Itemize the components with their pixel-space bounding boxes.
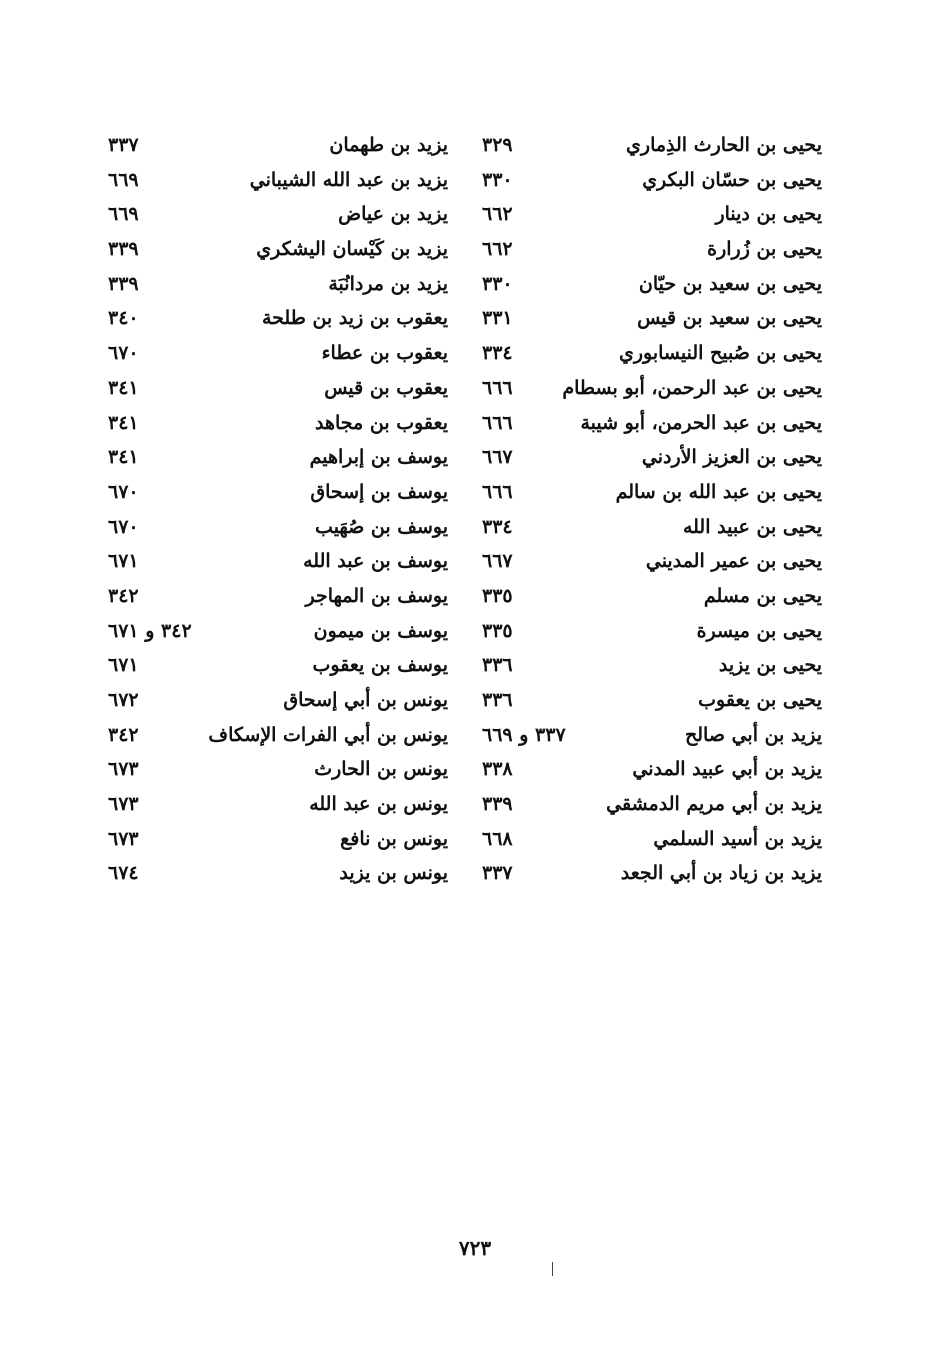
index-entry xyxy=(108,822,448,857)
index-entry xyxy=(482,683,822,718)
entry-name: يزيد بن عياض xyxy=(338,203,448,226)
index-entry xyxy=(482,648,822,683)
entry-page-ref: ٦٦٦ xyxy=(482,480,513,503)
entry-page-ref: ٣٣٨ xyxy=(482,758,513,781)
index-entry xyxy=(108,787,448,822)
entry-page-ref: ٦٧٣ xyxy=(108,758,139,781)
entry-name: يونس بن الحارث xyxy=(314,758,448,781)
index-column-right xyxy=(482,128,822,891)
entry-page-ref: ٦٧١ xyxy=(108,654,139,677)
entry-page-ref: ٣٤١ xyxy=(108,446,139,469)
entry-name: يحيى بن العزيز الأردني xyxy=(641,446,822,469)
index-entry xyxy=(482,752,822,787)
entry-name: يحيى بن عبيد الله xyxy=(682,515,822,538)
index-entry xyxy=(108,267,448,302)
entry-page-ref: ٦٦٦ xyxy=(482,376,513,399)
entry-name: يونس بن أبي الفرات الإسكاف xyxy=(208,723,448,746)
index-entry xyxy=(108,510,448,545)
entry-page-ref: ٣٣٦ xyxy=(482,689,513,711)
index-entry xyxy=(482,822,822,857)
index-entry xyxy=(482,301,822,336)
entry-page-ref: ٦٦٢ xyxy=(482,238,513,261)
index-entry xyxy=(108,648,448,683)
index-entry xyxy=(482,579,822,614)
entry-name: يحيى بن عبد الله بن سالم xyxy=(615,480,822,503)
entry-page-ref: ٦٦٢ xyxy=(482,203,513,226)
entry-name: يوسف بن إبراهيم xyxy=(309,446,448,469)
index-entry xyxy=(482,336,822,371)
index-entry xyxy=(108,197,448,232)
index-entry xyxy=(482,163,822,198)
entry-page-ref: ٣٤٢ xyxy=(108,723,139,746)
entry-page-ref: ٣٢٩ xyxy=(482,134,513,156)
entry-page-ref: ٣٤٠ xyxy=(108,307,139,330)
page-number: ٧٢٣ xyxy=(458,1236,492,1260)
entry-name: يحيى بن ميسرة xyxy=(696,619,822,642)
index-entry xyxy=(108,544,448,579)
entry-page-ref: ٣٤١ xyxy=(108,376,139,399)
entry-name: يونس بن نافع xyxy=(340,827,448,850)
index-entry xyxy=(482,197,822,232)
index-entry xyxy=(482,787,822,822)
index-entry xyxy=(108,683,448,718)
index-entry xyxy=(482,475,822,510)
entry-name: يزيد بن طهمان xyxy=(329,134,448,156)
entry-page-ref: ٦٦٧ xyxy=(482,446,513,469)
entry-name: يوسف بن صُهَيب xyxy=(315,515,448,538)
index-entry xyxy=(108,856,448,891)
entry-page-ref: ٣٤٢ xyxy=(108,584,139,607)
entry-page-ref: ٣٣٤ xyxy=(482,342,513,365)
entry-page-ref: ٣٣٩ xyxy=(108,238,139,261)
entry-page-ref: ٣٣١ xyxy=(482,307,513,330)
index-entry xyxy=(108,301,448,336)
entry-page-ref: ٦٧٠ xyxy=(108,480,139,503)
entry-name: يحيى بن صُبيح النيسابوري xyxy=(618,342,822,365)
entry-name: يعقوب بن مجاهد xyxy=(315,411,448,434)
index-entry xyxy=(108,718,448,753)
entry-name: يعقوب بن قيس xyxy=(324,376,448,399)
entry-name: يزيد بن كَيْسان اليشكري xyxy=(256,238,448,261)
entry-name: يحيى بن عمير المديني xyxy=(645,550,822,573)
index-entry xyxy=(482,440,822,475)
entry-page-ref: ٦٧٢ xyxy=(108,689,139,711)
entry-page-ref: ٣٣٧ xyxy=(482,862,513,885)
entry-name: يزيد بن أبي صالح xyxy=(684,723,822,746)
entry-name: يزيد بن أبي مريم الدمشقي xyxy=(606,793,822,816)
entry-name: يحيى بن مسلم xyxy=(703,584,822,607)
index-entry xyxy=(108,614,448,649)
entry-name: يونس بن يزيد xyxy=(339,862,448,885)
entry-name: يوسف بن إسحاق xyxy=(310,480,448,503)
entry-page-ref: ٣٣٧ و ٦٦٩ xyxy=(482,723,566,746)
entry-name: يزيد بن عبد الله الشيباني xyxy=(249,168,448,191)
entry-name: يزيد بن أبي عبيد المدني xyxy=(632,758,822,781)
entry-name: يحيى بن يعقوب xyxy=(698,689,822,711)
index-entry xyxy=(482,371,822,406)
entry-page-ref: ٣٤٢ و ٦٧١ xyxy=(108,619,192,642)
entry-name: يحيى بن يزيد xyxy=(718,654,822,677)
entry-page-ref: ٦٦٨ xyxy=(482,827,513,850)
entry-name: يوسف بن المهاجر xyxy=(305,584,448,607)
entry-page-ref: ٦٦٧ xyxy=(482,550,513,573)
index-entry xyxy=(108,579,448,614)
entry-name: يونس بن أبي إسحاق xyxy=(283,689,448,711)
entry-page-ref: ٣٣٠ xyxy=(482,272,513,295)
entry-page-ref: ٦٦٩ xyxy=(108,203,139,226)
entry-name: يعقوب بن عطاء xyxy=(321,342,448,365)
entry-name: يحيى بن دينار xyxy=(715,203,822,226)
index-entry xyxy=(108,475,448,510)
entry-name: يحيى بن سعيد بن حيّان xyxy=(638,272,822,295)
index-column-left xyxy=(108,128,448,891)
index-entry xyxy=(482,856,822,891)
entry-name: يوسف بن ميمون xyxy=(313,619,448,642)
index-entry xyxy=(482,267,822,302)
entry-name: يحيى بن عبد الحرمن، أبو شيبة xyxy=(580,411,822,434)
entry-name: يحيى بن حسّان البكري xyxy=(642,168,822,191)
index-entry xyxy=(482,128,822,163)
index-entry xyxy=(108,232,448,267)
index-entry xyxy=(108,440,448,475)
index-entry xyxy=(108,752,448,787)
entry-page-ref: ٦٦٦ xyxy=(482,411,513,434)
index-entry xyxy=(482,232,822,267)
entry-name: يعقوب بن زيد بن طلحة xyxy=(261,307,448,330)
index-entry xyxy=(482,614,822,649)
index-entry xyxy=(108,163,448,198)
entry-page-ref: ٦٧٤ xyxy=(108,862,139,885)
entry-page-ref: ٣٣٥ xyxy=(482,584,513,607)
entry-page-ref: ٦٧٠ xyxy=(108,342,139,365)
entry-name: يحيى بن عبد الرحمن، أبو بسطام xyxy=(562,376,822,399)
entry-page-ref: ٦٧١ xyxy=(108,550,139,573)
entry-page-ref: ٦٧٣ xyxy=(108,827,139,850)
entry-page-ref: ٦٦٩ xyxy=(108,168,139,191)
index-entry xyxy=(108,406,448,441)
entry-name: يحيى بن زُرارة xyxy=(707,238,822,261)
entry-page-ref: ٣٣٥ xyxy=(482,619,513,642)
entry-page-ref: ٦٧٠ xyxy=(108,515,139,538)
entry-name: يحيى بن الحارث الذِماري xyxy=(626,134,822,156)
index-entry xyxy=(482,718,822,753)
index-entry xyxy=(108,371,448,406)
entry-page-ref: ٣٣٩ xyxy=(482,793,513,816)
entry-name: يزيد بن مردانُبَة xyxy=(328,272,448,295)
entry-page-ref: ٣٣٦ xyxy=(482,654,513,677)
index-entry xyxy=(482,510,822,545)
entry-page-ref: ٣٣٩ xyxy=(108,272,139,295)
entry-page-ref: ٣٣٠ xyxy=(482,168,513,191)
entry-name: يزيد بن أسيد السلمي xyxy=(653,827,822,850)
index-entry xyxy=(108,336,448,371)
entry-name: يونس بن عبد الله xyxy=(309,793,448,816)
margin-mark xyxy=(552,1262,553,1276)
entry-name: يوسف بن يعقوب xyxy=(312,654,448,677)
entry-page-ref: ٦٧٣ xyxy=(108,793,139,816)
entry-page-ref: ٣٤١ xyxy=(108,411,139,434)
entry-page-ref: ٣٣٧ xyxy=(108,134,139,156)
entry-name: يوسف بن عبد الله xyxy=(303,550,448,573)
index-entry xyxy=(108,128,448,163)
entry-page-ref: ٣٣٤ xyxy=(482,515,513,538)
index-entry xyxy=(482,406,822,441)
entry-name: يزيد بن زياد بن أبي الجعد xyxy=(620,862,822,885)
index-entry xyxy=(482,544,822,579)
entry-name: يحيى بن سعيد بن قيس xyxy=(637,307,822,330)
